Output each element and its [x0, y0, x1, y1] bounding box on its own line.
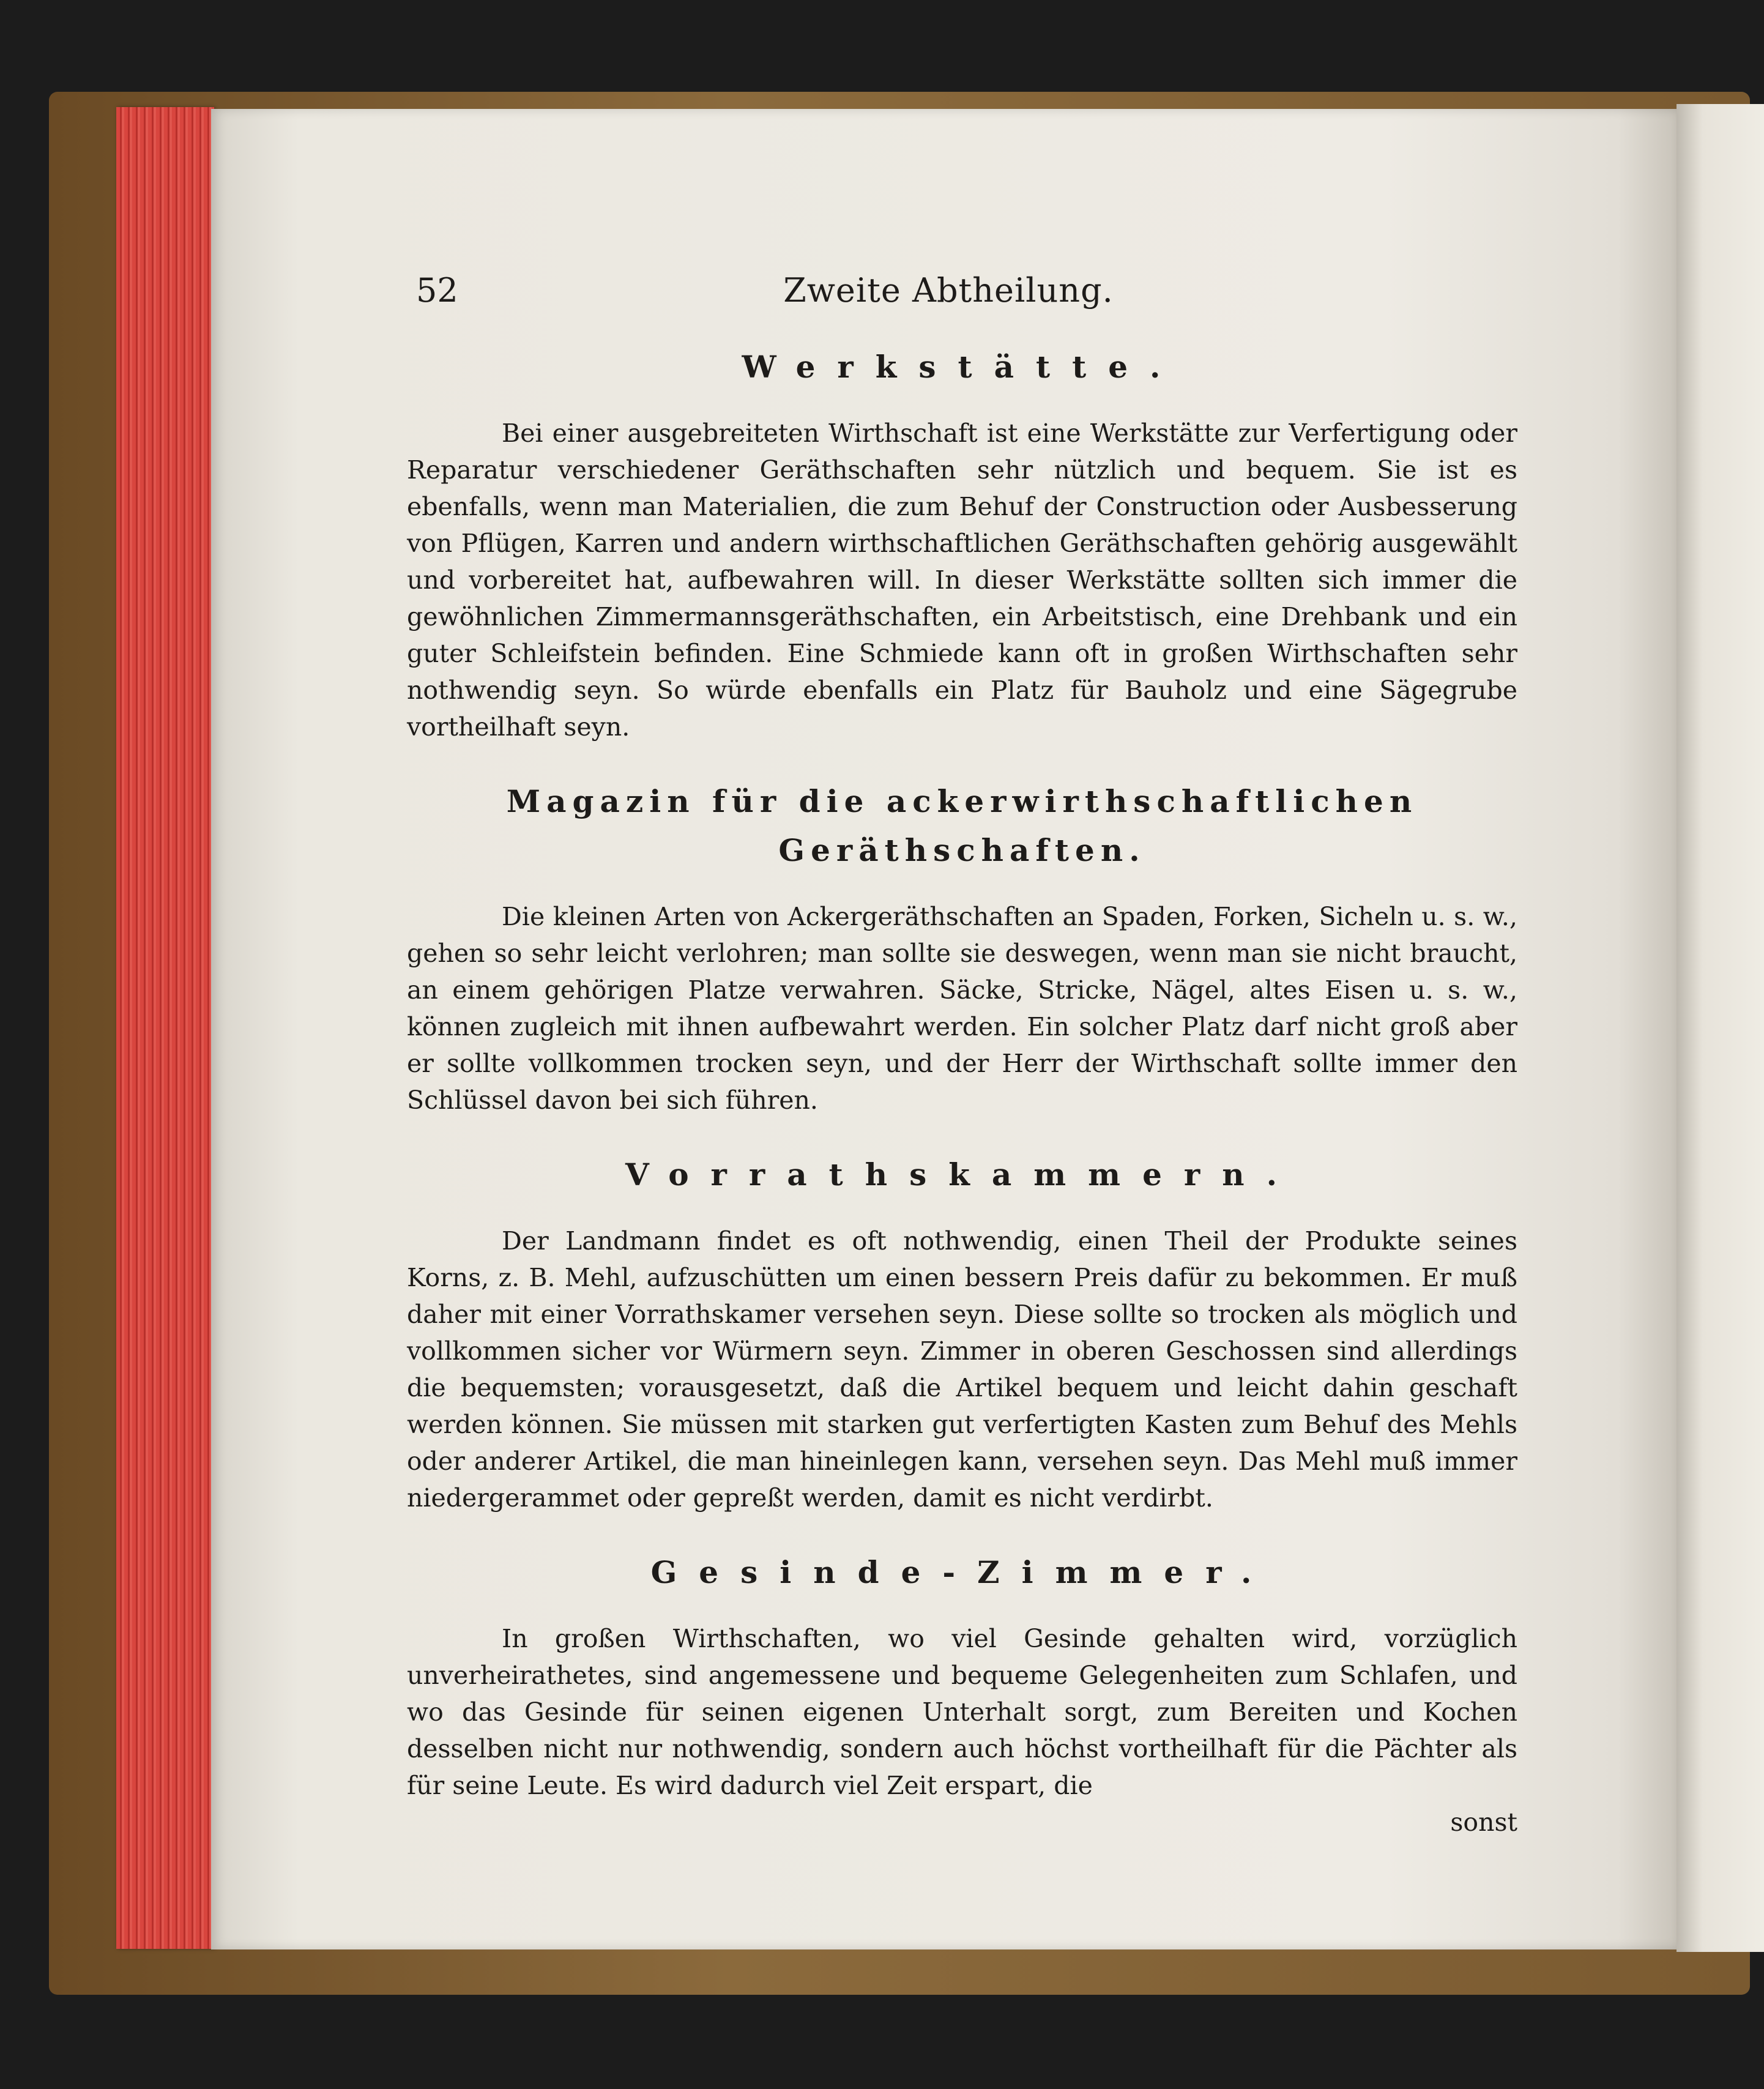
section-paragraph: Bei einer ausgebreiteten Wirthschaft ist eine Werkstätte zur Verfertigung oder Reparatur verschiedener Geräthschaften sehr nützlich und bequem. Sie ist es ebenfalls, wenn man Materialien, die zum Behuf der Construction oder Ausbesserung von Pflügen, Karren und andern wirthschaftlichen Geräthschaften gehörig ausgewählt und vorbereitet hat, aufbewahren will. In dieser Werkstätte sollten sich immer die gewöhnlichen Zimmermannsgeräthschaften, ein Arbeitstisch, eine Drehbank und ein guter Schleifstein befinden. Eine Schmiede kann oft in großen Wirthschaften sehr nothwendig seyn. So würde ebenfalls ein Platz für Bauholz und eine Sägegrube vortheilhaft seyn. [407, 419, 1517, 742]
section-werkstaette [407, 343, 1517, 745]
section-gesinde-zimmer [407, 1548, 1517, 1804]
section-heading: Werkstätte. [742, 349, 1183, 385]
facing-page-edge [1677, 104, 1764, 1952]
section-heading: Magazin für die ackerwirthschaftlichen Geräthschaften. [506, 783, 1418, 868]
section-magazin [407, 777, 1517, 1119]
running-title: Zweite Abtheilung. [783, 271, 1114, 310]
catchword: sonst [1450, 1808, 1517, 1837]
section-paragraph: Die kleinen Arten von Ackergeräthschaften an Spaden, Forken, Sicheln u. s. w., gehen so sehr leicht verlohren; man sollte sie deswegen, wenn man sie nicht braucht, an einem gehörigen Platze verwahren. Säcke, Stricke, Nägel, altes Eisen u. s. w., können zugleich mit ihnen aufbewahrt werden. Ein solcher Platz darf nicht groß aber er sollte vollkommen trocken seyn, und der Herr der Wirthschaft sollte immer den Schlüssel davon bei sich führen. [407, 902, 1517, 1115]
page-content [407, 343, 1517, 1841]
red-page-edges [116, 107, 214, 1949]
page-header [416, 266, 1517, 315]
page-number: 52 [416, 271, 458, 310]
section-heading: Vorrathskammern. [625, 1156, 1299, 1193]
section-vorrathskammern [407, 1150, 1517, 1516]
section-heading: Gesinde-Zimmer. [650, 1554, 1274, 1590]
section-paragraph: In großen Wirthschaften, wo viel Gesinde gehalten wird, vorzüglich unverheirathetes, sind angemessene und bequeme Gelegenheiten zum Schlafen, und wo das Gesinde für seinen eigenen Unterhalt sorgt, zum Bereiten und Kochen desselben nicht nur nothwendig, sondern auch höchst vortheilhaft für die Pächter als für seine Leute. Es wird dadurch viel Zeit erspart, die [407, 1624, 1517, 1800]
section-paragraph: Der Landmann findet es oft nothwendig, einen Theil der Produkte seines Korns, z. B. Mehl, aufzuschütten um einen bessern Preis dafür zu bekommen. Er muß daher mit einer Vorrathskamer versehen seyn. Diese sollte so trocken als möglich und vollkommen sicher vor Würmern seyn. Zimmer in oberen Geschossen sind allerdings die bequemsten; vorausgesetzt, daß die Artikel bequem und leicht dahin geschaft werden können. Sie müssen mit starken gut verfertigten Kasten zum Behuf des Mehls oder anderer Artikel, die man hineinlegen kann, versehen seyn. Das Mehl muß immer niedergerammet oder gepreßt werden, damit es nicht verdirbt. [407, 1226, 1517, 1513]
